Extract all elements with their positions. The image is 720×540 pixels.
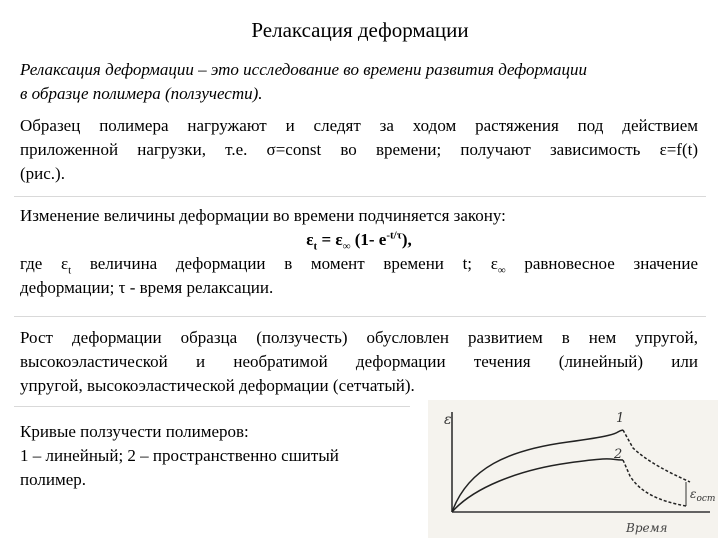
paragraph-loading [20,114,698,186]
formula [20,228,698,252]
intro-text [20,58,698,106]
para1-line-2: приложенной нагрузки, т.е. σ=const во времени; получают зависимость ε=f(t) [20,140,698,159]
where-line-2: деформации; τ - время релаксации. [20,278,274,297]
para2-line-3: упругой, высокоэластической деформации (сетчатый). [20,376,415,395]
formula-sub-t: t [313,240,318,253]
caption-line-1: Кривые ползучести полимеров: [20,422,249,441]
paragraph-creep [20,326,698,398]
curve-1-label: 1 [616,411,625,426]
formula-exponent: -t/τ [386,229,402,242]
slide-title: Релаксация деформации [251,18,469,42]
intro-line-2: в образце полимера (ползучести). [20,84,263,103]
formula-eq: = ε [317,230,343,249]
figure-caption [20,420,410,492]
formula-sub-inf: ∞ [342,240,351,253]
where-text-a: где ε [20,254,69,273]
para1-line-1: Образец полимера нагружают и следят за ходом растяжения под действием [20,116,698,135]
para2-line-1: Рост деформации образца (ползучесть) обусловлен развитием в нем упругой, [20,328,698,347]
where-line-1 [20,252,698,276]
residual-sub: ост [696,494,716,504]
y-axis-label: ε [444,412,452,428]
formula-eps: ε [306,230,314,249]
creep-curves-figure [428,400,718,538]
para2-line-2: высокоэластической и необратимой деформации течения (линейный) или [20,352,698,371]
divider-1 [14,196,706,197]
law-block [20,204,698,300]
curve-2-label: 2 [614,447,623,462]
where-text-b: величина деформации в момент времени t; ε [71,254,498,273]
formula-paren-close: ), [401,230,412,249]
where-text-c: равновесное значение [505,254,698,273]
caption-line-2: 1 – линейный; 2 – пространственно сшитый [20,446,339,465]
divider-2 [14,316,706,317]
figure-background [428,400,718,538]
where-sub-inf: ∞ [497,264,506,277]
divider-3 [14,406,410,407]
para1-line-3: (рис.). [20,164,65,183]
where-sub-t: t [68,264,72,277]
residual-eps: ε [690,487,697,501]
formula-paren-open: (1- e [350,230,387,249]
x-axis-label: Время [626,521,668,535]
caption-line-3: полимер. [20,470,87,489]
intro-line-1: Релаксация деформации – это исследование во времени развития деформации [20,60,587,79]
law-line: Изменение величины деформации во времени подчиняется закону: [20,206,506,225]
